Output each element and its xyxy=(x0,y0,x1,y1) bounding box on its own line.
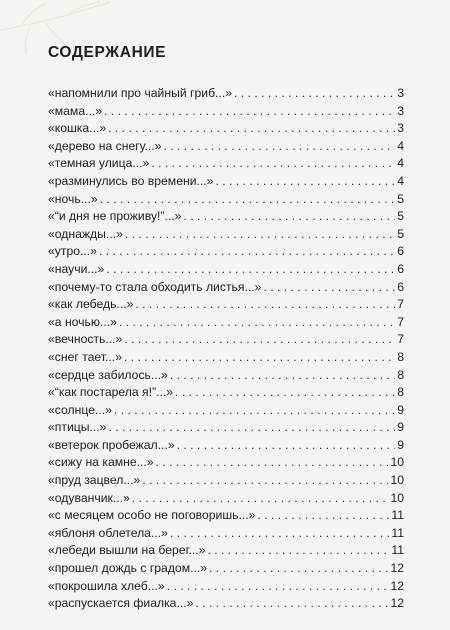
toc-dot-leader xyxy=(124,332,395,346)
toc-entry xyxy=(48,262,404,280)
toc-page-number: 7 xyxy=(397,332,404,347)
toc-page-number: 10 xyxy=(390,490,404,505)
toc-entry-title: «птицы...» xyxy=(48,420,107,435)
toc-entry-title: «“и дня не проживу!”...» xyxy=(48,209,182,224)
toc-page-number: 5 xyxy=(397,191,404,206)
toc-entry xyxy=(48,156,404,174)
toc-entry xyxy=(48,86,404,104)
toc-page-number: 6 xyxy=(397,279,404,294)
toc-dot-leader xyxy=(151,156,395,170)
toc-dot-leader xyxy=(183,209,395,223)
toc-entry-title: «покрошила хлеб...» xyxy=(48,578,165,593)
toc-entry xyxy=(48,121,404,139)
toc-entry xyxy=(48,403,404,421)
toc-dot-leader xyxy=(124,350,395,364)
toc-dot-leader xyxy=(167,579,389,593)
toc-entry xyxy=(48,561,404,579)
toc-page-number: 9 xyxy=(397,420,404,435)
toc-page-number: 9 xyxy=(397,437,404,452)
toc-entry-title: «ветерок пробежал...» xyxy=(48,437,175,452)
toc-entry-title: «дерево на снегу...» xyxy=(48,138,162,153)
toc-entry xyxy=(48,297,404,315)
toc-entry xyxy=(48,227,404,245)
toc-page-number: 12 xyxy=(390,578,404,593)
toc-entry xyxy=(48,596,404,614)
toc-dot-leader xyxy=(234,86,395,100)
toc-dot-leader xyxy=(207,543,389,557)
toc-page-number: 7 xyxy=(397,314,404,329)
toc-page-number: 3 xyxy=(397,121,404,136)
toc-entry xyxy=(48,332,404,350)
toc-entry-title: «научи...» xyxy=(48,261,105,276)
toc-entry-title: «темная улица...» xyxy=(48,156,150,171)
toc-page-number: 5 xyxy=(397,226,404,241)
toc-page-number: 5 xyxy=(397,209,404,224)
toc-page-number: 3 xyxy=(397,103,404,118)
toc-dot-leader xyxy=(215,174,395,188)
toc-page-number: 11 xyxy=(391,525,404,540)
toc-entry xyxy=(48,350,404,368)
toc-entry xyxy=(48,420,404,438)
toc-entry-title: «пруд зацвел...» xyxy=(48,473,141,488)
toc-dot-leader xyxy=(108,121,395,135)
toc-page-number: 10 xyxy=(390,473,404,488)
toc-dot-leader xyxy=(100,192,396,206)
toc-dot-leader xyxy=(135,297,395,311)
toc-entry xyxy=(48,104,404,122)
toc-entry xyxy=(48,526,404,544)
toc-entry xyxy=(48,491,404,509)
toc-page-number: 11 xyxy=(391,508,404,523)
toc-page-number: 9 xyxy=(397,402,404,417)
toc-entry-title: «сердце забилось...» xyxy=(48,367,168,382)
toc-dot-leader xyxy=(119,315,395,329)
toc-dot-leader xyxy=(125,227,395,241)
toc-dot-leader xyxy=(170,368,395,382)
table-of-contents xyxy=(48,86,404,614)
toc-entry xyxy=(48,579,404,597)
toc-page-number: 8 xyxy=(397,349,404,364)
toc-page-number: 12 xyxy=(390,561,404,576)
toc-page-number: 12 xyxy=(390,596,404,611)
toc-entry xyxy=(48,244,404,262)
toc-dot-leader xyxy=(132,491,389,505)
toc-entry xyxy=(48,315,404,333)
toc-dot-leader xyxy=(114,403,395,417)
toc-page-number: 8 xyxy=(397,385,404,400)
toc-page-number: 8 xyxy=(397,367,404,382)
toc-entry xyxy=(48,139,404,157)
toc-dot-leader xyxy=(99,244,395,258)
toc-entry-title: «распускается фиалка...» xyxy=(48,596,194,611)
toc-entry-title: «прошел дождь с градом...» xyxy=(48,561,208,576)
toc-entry-title: «напомнили про чайный гриб...» xyxy=(48,86,232,100)
toc-entry xyxy=(48,385,404,403)
toc-entry xyxy=(48,508,404,526)
toc-dot-leader xyxy=(257,508,389,522)
toc-entry xyxy=(48,543,404,561)
toc-dot-leader xyxy=(163,139,395,153)
toc-entry-title: «как лебедь...» xyxy=(48,297,134,312)
page-title: СОДЕРЖАНИЕ xyxy=(48,44,167,61)
toc-entry xyxy=(48,174,404,192)
toc-page-number: 4 xyxy=(397,138,404,153)
toc-dot-leader xyxy=(156,455,389,469)
toc-entry-title: «“как постарела я!”...» xyxy=(48,385,174,400)
toc-entry xyxy=(48,192,404,210)
toc-page-number: 6 xyxy=(397,261,404,276)
toc-page-number: 6 xyxy=(397,244,404,259)
toc-entry-title: «сижу на камне...» xyxy=(48,455,154,470)
toc-dot-leader xyxy=(195,596,388,610)
toc-entry-title: «лебеди вышли на берег...» xyxy=(48,543,206,558)
toc-dot-leader xyxy=(177,438,396,452)
toc-entry xyxy=(48,209,404,227)
toc-page-number: 4 xyxy=(397,173,404,188)
toc-entry-title: «а ночью...» xyxy=(48,314,117,329)
toc-page-number: 10 xyxy=(390,455,404,470)
toc-entry xyxy=(48,455,404,473)
toc-page-number: 3 xyxy=(397,86,404,100)
toc-page-number: 4 xyxy=(397,156,404,171)
toc-entry xyxy=(48,438,404,456)
toc-entry-title: «мама...» xyxy=(48,103,103,118)
toc-entry xyxy=(48,280,404,298)
toc-page-number: 11 xyxy=(391,543,404,558)
toc-entry xyxy=(48,473,404,491)
toc-dot-leader xyxy=(170,526,389,540)
toc-entry-title: «однажды...» xyxy=(48,226,123,241)
toc-dot-leader xyxy=(104,104,395,118)
toc-entry-title: «одуванчик...» xyxy=(48,490,130,505)
toc-dot-leader xyxy=(106,262,395,276)
toc-entry-title: «вечность...» xyxy=(48,332,123,347)
toc-entry-title: «кошка...» xyxy=(48,121,107,136)
toc-entry xyxy=(48,368,404,386)
toc-entry-title: «снег тает...» xyxy=(48,349,122,364)
toc-entry-title: «ночь...» xyxy=(48,191,98,206)
toc-entry-title: «разминулись во времени...» xyxy=(48,173,214,188)
toc-dot-leader xyxy=(175,385,395,399)
toc-dot-leader xyxy=(263,280,395,294)
toc-entry-title: «солнце...» xyxy=(48,402,112,417)
toc-entry-title: «яблоня облетела...» xyxy=(48,525,168,540)
toc-entry-title: «с месяцем особо не поговоришь...» xyxy=(48,508,256,523)
toc-dot-leader xyxy=(108,420,395,434)
toc-dot-leader xyxy=(209,561,388,575)
toc-dot-leader xyxy=(142,473,388,487)
toc-entry-title: «утро...» xyxy=(48,244,97,259)
toc-entry-title: «почему-то стала обходить листья...» xyxy=(48,279,262,294)
toc-page-number: 7 xyxy=(397,297,404,312)
